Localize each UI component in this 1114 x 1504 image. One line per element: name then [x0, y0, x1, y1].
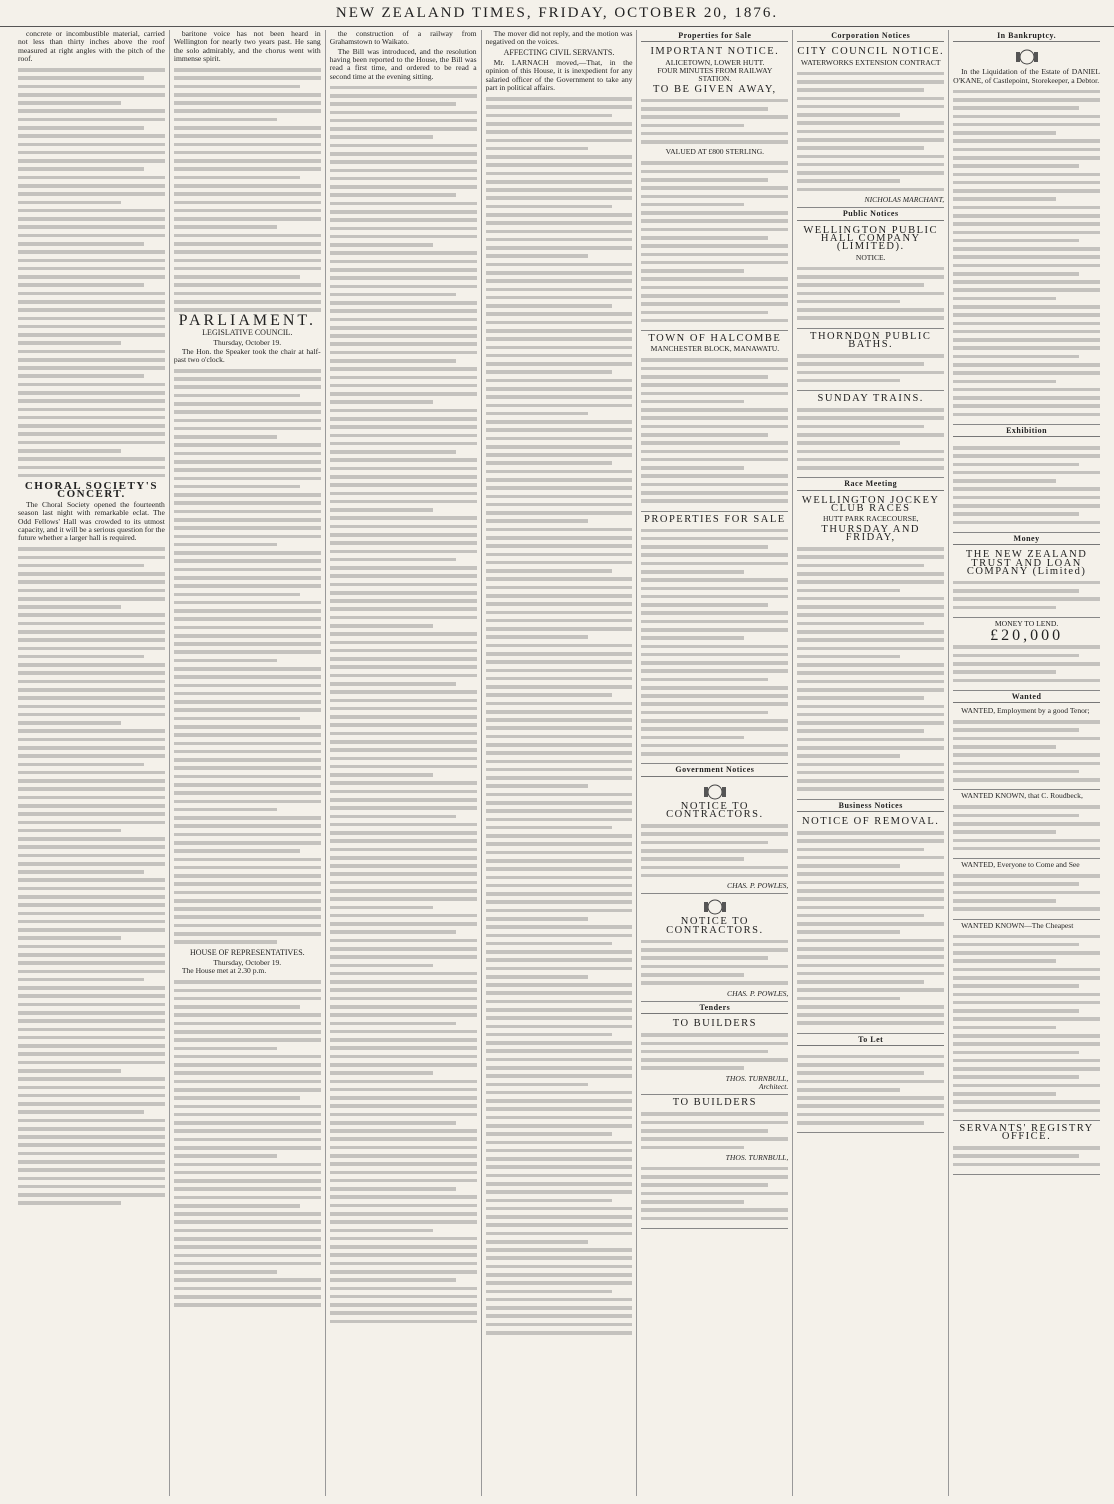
ad-halcombe: [641, 331, 788, 511]
ad-contractors-1: [641, 779, 788, 895]
col2-body-2: [174, 369, 321, 944]
government-header: Government Notices: [641, 766, 788, 776]
column-1: [14, 30, 170, 1496]
ad-important-notice: [641, 44, 788, 331]
jockey-club-title: WELLINGTON JOCKEY CLUB RACES: [801, 494, 940, 515]
ad-trust-loan: [953, 547, 1100, 618]
hutt-park-line: HUTT PARK RACECOURSE,: [822, 514, 919, 524]
ad-properties-for-sale: [641, 512, 788, 765]
four-minutes-line: FOUR MINUTES FROM RAILWAY STATION.: [657, 66, 773, 84]
properties-title: PROPERTIES FOR SALE: [644, 513, 786, 525]
powles-signature-2: CHAS. P. POWLES,: [727, 988, 789, 998]
public-hall-title: WELLINGTON PUBLIC HALL COMPANY (LIMITED).: [803, 224, 939, 253]
house-date: Thursday, October 19.: [213, 957, 282, 967]
masthead-title: NEW ZEALAND TIMES, FRIDAY, OCTOBER 20, 1876.: [335, 5, 779, 21]
notice-label: NOTICE.: [855, 252, 886, 262]
waterworks-title: WATERWORKS EXTENSION CONTRACT: [800, 57, 941, 67]
ad-baths: [797, 329, 944, 392]
civil-servants-heading: AFFECTING CIVIL SERVANTS.: [503, 47, 615, 57]
ad-public-hall: [797, 223, 944, 329]
money-header: Money: [953, 535, 1100, 545]
col3-body: [330, 86, 477, 1324]
col4-intro: The mover did not reply, and the motion was negatived on the voices.: [485, 30, 633, 47]
royal-crest-icon: [953, 48, 1100, 66]
col1-body: [18, 68, 165, 477]
exhibition-header: Exhibition: [953, 427, 1100, 437]
wanted-2-text: WANTED KNOWN, that C. Roudbeck,: [961, 791, 1083, 801]
ad-city-council: [797, 44, 944, 208]
race-dates-line: THURSDAY AND FRIDAY,: [821, 523, 921, 544]
ad-contractors-2: [641, 894, 788, 1001]
ad-to-let: [797, 1048, 944, 1133]
ad-money-lend: [953, 618, 1100, 691]
alicetown-line: ALICETOWN, LOWER HUTT.: [665, 57, 765, 67]
to-let-header: To Let: [797, 1036, 944, 1046]
marchant-signature: NICHOLAS MARCHANT,: [864, 194, 945, 204]
wanted-header: Wanted: [953, 693, 1100, 703]
powles-signature-1: CHAS. P. POWLES,: [727, 881, 789, 891]
column-4: [482, 30, 638, 1496]
contractors-title-1: NOTICE TO CONTRACTORS.: [666, 800, 764, 821]
house-heading: HOUSE OF REPRESENTATIVES.: [189, 947, 305, 957]
council-text: The Hon. the Speaker took the chair at half-past two o'clock.: [173, 346, 321, 364]
col2-intro: baritone voice has not been heard in Wellington for nearly two years past. He sang the solo admirably, and the chorus went with immense spirit.: [173, 30, 321, 64]
business-notices-header: Business Notices: [797, 802, 944, 812]
money-to-lend: MONEY TO LEND.: [994, 619, 1059, 628]
baths-title: THORNDON PUBLIC BATHS.: [810, 330, 932, 350]
tenders-header: Tenders: [641, 1004, 788, 1014]
newspaper-columns: [14, 30, 1104, 1496]
house-text: The House met at 2.30 p.m.: [181, 966, 267, 976]
parliament-heading: PARLIAMENT.: [178, 311, 317, 329]
ad-servants-registry: [953, 1121, 1100, 1175]
removal-title: NOTICE OF REMOVAL.: [802, 815, 940, 827]
royal-crest-icon: [641, 898, 788, 916]
col3-intro: the construction of a railway from Grahamstown to Waikato.: [329, 30, 477, 47]
col2-body: [174, 68, 321, 312]
column-5: [637, 30, 793, 1496]
ad-wanted-3: [953, 859, 1100, 919]
ad-wanted-4: [953, 920, 1100, 1121]
ad-builders-1: [641, 1016, 788, 1095]
col3-text: The Bill was introduced, and the resolution having been reported to the House, the Bill was read a first time, and ordered to be read a second time at the evening sitting.: [329, 46, 477, 81]
builders-title-2: TO BUILDERS: [672, 1097, 757, 1109]
bankruptcy-header: In Bankruptcy.: [953, 32, 1100, 42]
wanted-3-text: WANTED, Everyone to Come and See: [961, 860, 1080, 870]
halcombe-title: TOWN OF HALCOMBE: [648, 333, 782, 345]
contractors-title-2: NOTICE TO CONTRACTORS.: [666, 916, 764, 936]
turnbull-signature-2: THOS. TURNBULL,: [725, 1152, 789, 1162]
ad-exhibition: [953, 439, 1100, 533]
public-notices-header: Public Notices: [797, 210, 944, 220]
sunday-trains-title: SUNDAY TRAINS.: [817, 393, 924, 405]
twenty-thousand-amount: £20,000: [990, 627, 1064, 645]
column-6: [793, 30, 949, 1496]
choral-heading: CHORAL SOCIETY'S CONCERT.: [24, 480, 158, 501]
servants-registry-title: SERVANTS' REGISTRY OFFICE.: [959, 1122, 1094, 1143]
trust-loan-title: THE NEW ZEALAND TRUST AND LOAN COMPANY (Limited): [965, 549, 1088, 577]
race-meeting-header: Race Meeting: [797, 480, 944, 490]
important-notice-title: IMPORTANT NOTICE.: [650, 46, 780, 58]
ad-sunday-trains: [797, 391, 944, 478]
bankruptcy-text: In the Liquidation of the Estate of DANIEL O'KANE, of Castlepoint, Storekeeper, a Debtor.: [953, 67, 1101, 85]
ad-wanted-1: [953, 705, 1100, 790]
manchester-line: MANCHESTER BLOCK, MANAWATU.: [650, 344, 780, 354]
turnbull-signature-1: THOS. TURNBULL,: [725, 1073, 789, 1083]
valued-line: VALUED AT £800 STERLING.: [665, 147, 765, 157]
column-7: [949, 30, 1104, 1496]
architect-label-1: Architect.: [758, 1082, 789, 1091]
city-council-title: CITY COUNCIL NOTICE.: [797, 46, 945, 58]
wanted-1-text: WANTED, Employment by a good Tenor;: [961, 706, 1090, 716]
wanted-4-text: WANTED KNOWN—The Cheapest: [961, 920, 1074, 930]
ad-bankruptcy: [953, 44, 1100, 425]
ad-removal: [797, 814, 944, 1034]
builders-title-1: TO BUILDERS: [672, 1018, 757, 1030]
column-2: [170, 30, 326, 1496]
column-3: [326, 30, 482, 1496]
col4-body: [486, 97, 633, 1335]
properties-header: Properties for Sale: [641, 32, 788, 42]
corporation-header: Corporation Notices: [797, 32, 944, 42]
masthead: [0, 0, 1114, 27]
col4-text: Mr. LARNACH moved,—That, in the opinion of this House, it is inexpedient for any salaried officer of the Government to take any part in political affairs.: [485, 58, 633, 93]
col1-intro: concrete or incombustible material, carried not less than thirty inches above the roof measured at right angles with the pitch of the roof.: [18, 30, 165, 64]
royal-crest-icon: [641, 783, 788, 801]
ad-wanted-2: [953, 790, 1100, 859]
ad-jockey-club: [797, 493, 944, 800]
ad-builders-2: [641, 1095, 788, 1228]
col2-body-3: [174, 980, 321, 1307]
choral-text: The Choral Society opened the fourteenth season last night with remarkable eclat. The Odd Fellows' Hall was crowded to its utmost capacity, and it will be a serious question for the future whether a larger hall is required.: [18, 499, 165, 543]
col1-body-2: [18, 547, 165, 1205]
council-date: Thursday, October 19.: [213, 338, 282, 348]
give-away-line: TO BE GIVEN AWAY,: [653, 83, 777, 95]
council-heading: LEGISLATIVE COUNCIL.: [202, 327, 293, 337]
